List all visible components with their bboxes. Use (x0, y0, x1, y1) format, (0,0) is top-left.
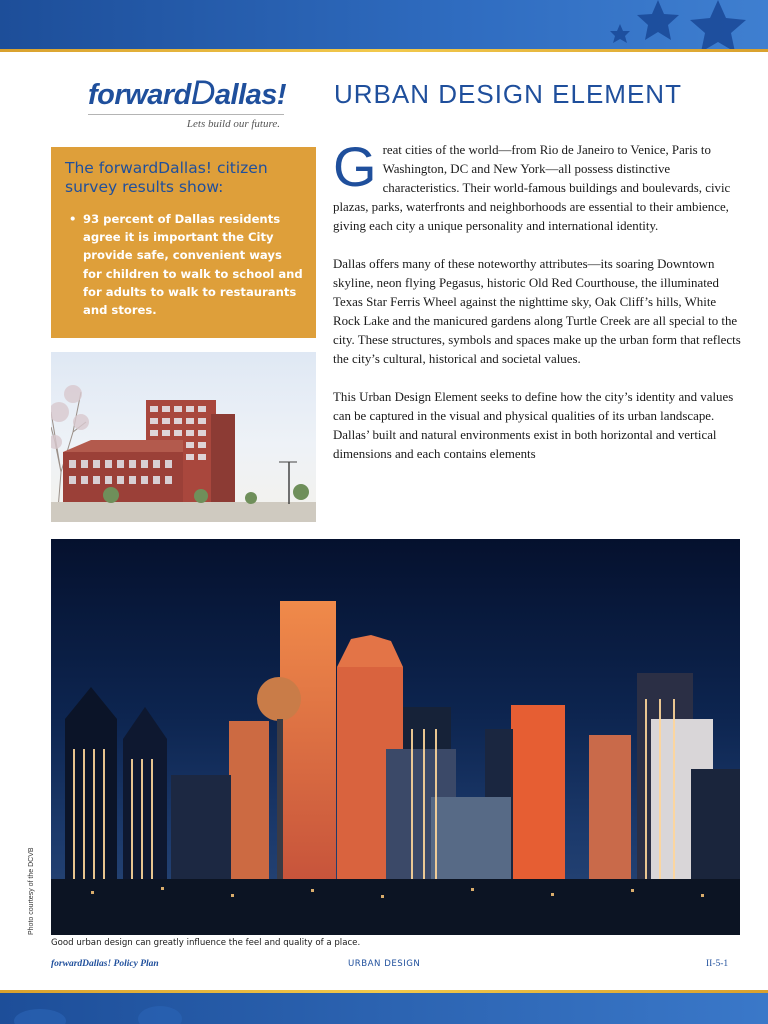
survey-list-item: • 93 percent of Dallas residents agree it is important the City provide safe, convenient ways for children to walk to school and for adults to walk to restaurants and stores. (65, 210, 304, 319)
footer-document-title: forwardDallas! Policy Plan (51, 959, 159, 969)
logo-part-forward: forward (88, 79, 191, 111)
star-icon (508, 0, 768, 52)
architectural-rendering-image (51, 352, 316, 522)
body-paragraph-2: Dallas offers many of these noteworthy attributes—its soaring Downtown skyline, neon flying Pegasus, historic Old Red Courthouse, the illuminated Texas Star Ferris Wheel against the nighttime sky, Oak Cliff’s hills, White Rock Lake and the manicured gardens along Turtle Creek are all special to the city. These structures, symbols and spaces make up the urban form that reflects the city’s cultural, historical and societal values. (333, 257, 741, 366)
body-paragraph-3: This Urban Design Element seeks to define how the city’s identity and values can be captured in the visual and physical qualities of its urban landscape. Dallas’ built and natural environments exist in both horizontal and vertical dimensions and each contains elements (333, 390, 734, 461)
survey-list (65, 210, 304, 319)
survey-callout-box (51, 147, 316, 338)
logo-wordmark (88, 74, 288, 112)
footer-section-name: URBAN DESIGN (348, 959, 421, 969)
body-paragraph-1 (333, 135, 743, 236)
logo-rule (88, 114, 284, 115)
logo-part-d: D (190, 74, 215, 112)
bottom-banner (0, 990, 768, 1024)
survey-heading: The forwardDallas! citizen survey results show: (65, 159, 268, 196)
page-title: URBAN DESIGN ELEMENT (334, 79, 682, 109)
photo-credit: Photo courtesy of the DCVB (28, 847, 35, 935)
top-banner (0, 0, 768, 52)
forward-dallas-logo (88, 74, 288, 130)
footer-page-number: II-5-1 (706, 959, 729, 969)
photo-caption: Good urban design can greatly influence the feel and quality of a place. (51, 938, 361, 948)
body-paragraph-1-text: reat cities of the world—from Rio de Janeiro to Venice, Paris to Washington, DC and New York—all possess distinctive characteristics. Their world-famous buildings and boulevards, civic plazas, parks, waterfronts and neighborhoods are essential to their ambience, giving each city a unique personality and international identity. (333, 143, 731, 233)
dallas-skyline-photo (51, 539, 740, 935)
logo-part-allas: allas! (214, 79, 287, 111)
logo-tagline: Lets build our future. (186, 118, 280, 130)
drop-cap: G (333, 135, 377, 198)
body-text (333, 135, 743, 483)
